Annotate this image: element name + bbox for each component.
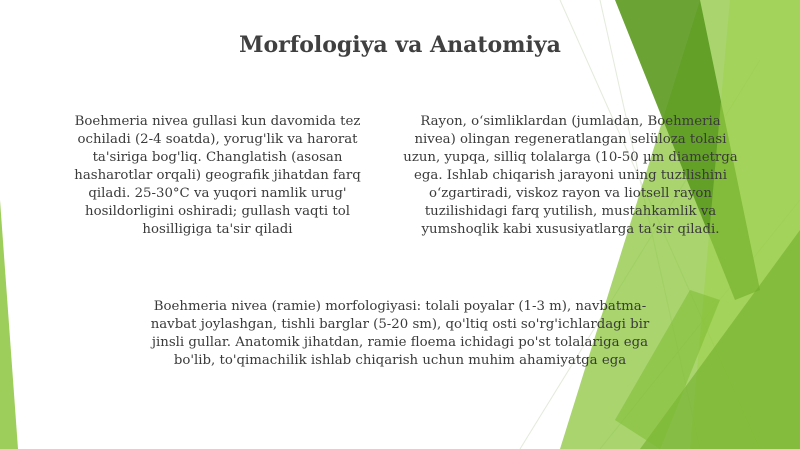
slide-title: Morfologiya va Anatomiya	[239, 32, 561, 58]
bottom-text-block: Boehmeria nivea (ramie) morfologiyasi: tolali poyalar (1-3 m), navbatma-navbat joylashgan, tishli barglar (5-20 sm), qo'ltiq osti so'rg'ichlardagi bir jinsli gullar. Anatomik jihatdan, ramie floema ichidagi po'st tolalariga ega bo'lib, to'qimachilik ishlab chiqarish uchun muhim ahamiyatga ega	[150, 299, 650, 368]
left-text-block: Boehmeria nivea gullasi kun davomida tez ochiladi (2-4 soatda), yorug'lik va harorat ta'siriga bog'liq. Changlatish (asosan hasharotlar orqali) geografik jihatdan farq qiladi. 25-30°C va yuqori namlik urug' hosildorligini oshiradi; gullash vaqti tol hosilligiga ta'sir qiladi	[74, 114, 361, 237]
right-text-block: Rayon, o‘simliklardan (jumladan, Boehmeria nivea) olingan regeneratlangan selüloza tolasi uzun, yupqa, silliq tolalarga (10-50 µm diametrga ega. Ishlab chiqarish jarayoni uning tuzilishini o‘zgartiradi, viskoz rayon va liotsell rayon tuzilishidagi farq yutilish, mustahkamlik va yumshoqlik kabi xususiyatlarga ta’sir qiladi.	[403, 114, 738, 237]
